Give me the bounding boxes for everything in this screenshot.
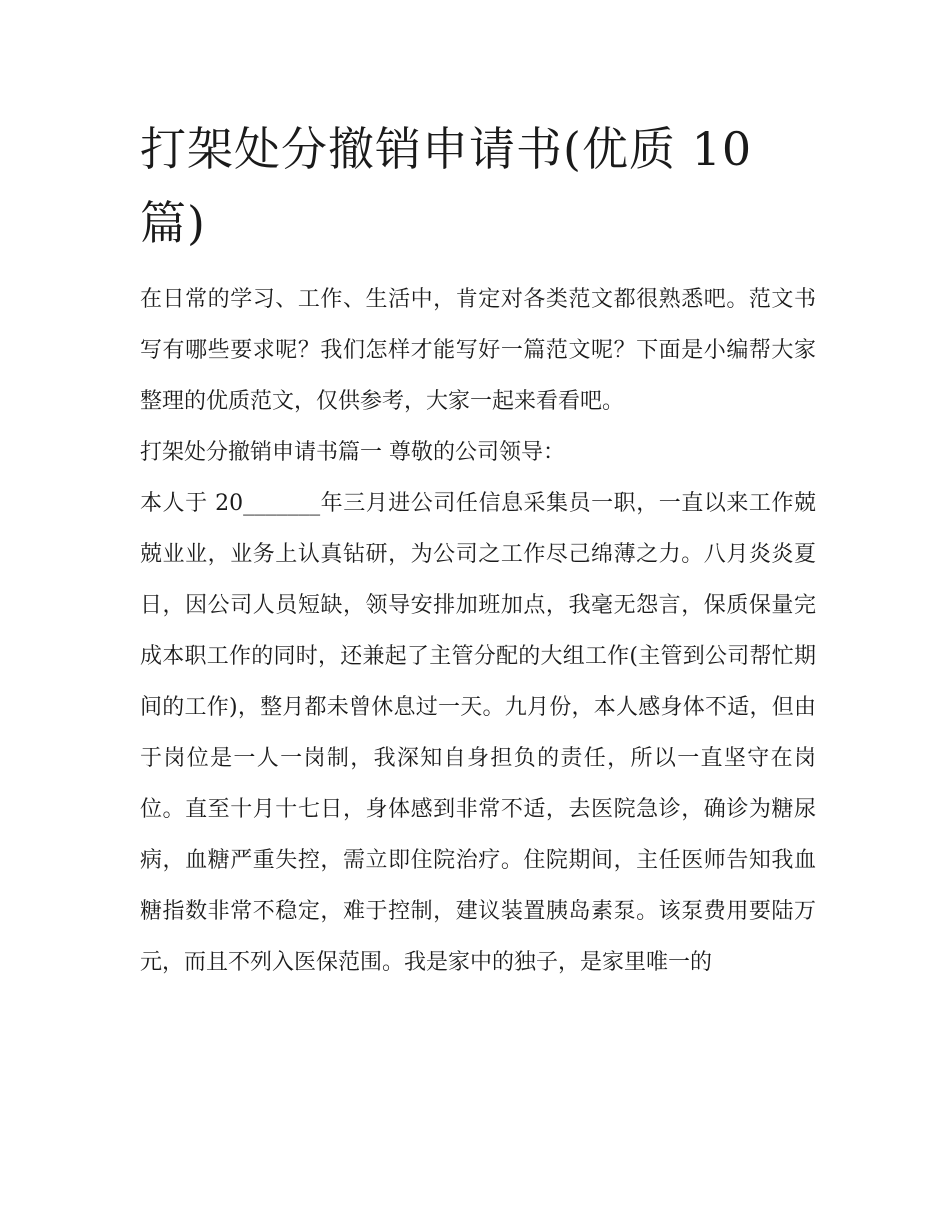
title-line-2: 篇) — [140, 196, 206, 250]
document-body — [140, 274, 816, 988]
letter-body-paragraph: 本人于 20_______年三月进公司任信息采集员一职，一直以来工作兢兢业业，业务上认真钻研，为公司之工作尽己绵薄之力。八月炎炎夏日，因公司人员短缺，领导安排加班加点，我毫无怨言，保质保量完成本职工作的同时，还兼起了主管分配的大组工作(主管到公司帮忙期间的工作)，整月都未曾休息过一天。九月份，本人感身体不适，但由于岗位是一人一岗制，我深知自身担负的责任，所以一直坚守在岗位。直至十月十七日，身体感到非常不适，去医院急诊，确诊为糖尿病，血糖严重失控，需立即住院治疗。住院期间，主任医师告知我血糖指数非常不稳定，难于控制，建议装置胰岛素泵。该泵费用要陆万元，而且不列入医保范围。我是家中的独子，是家里唯一的 — [140, 491, 816, 975]
section-heading-paragraph: 打架处分撤销申请书篇一 尊敬的公司领导： — [140, 440, 565, 465]
title-line-1: 打架处分撤销申请书(优质 10 — [140, 122, 753, 176]
intro-paragraph: 在日常的学习、工作、生活中，肯定对各类范文都很熟悉吧。范文书写有哪些要求呢？我们怎样才能写好一篇范文呢？下面是小编帮大家整理的优质范文，仅供参考，大家一起来看看吧。 — [140, 287, 816, 414]
document-title — [140, 112, 820, 260]
